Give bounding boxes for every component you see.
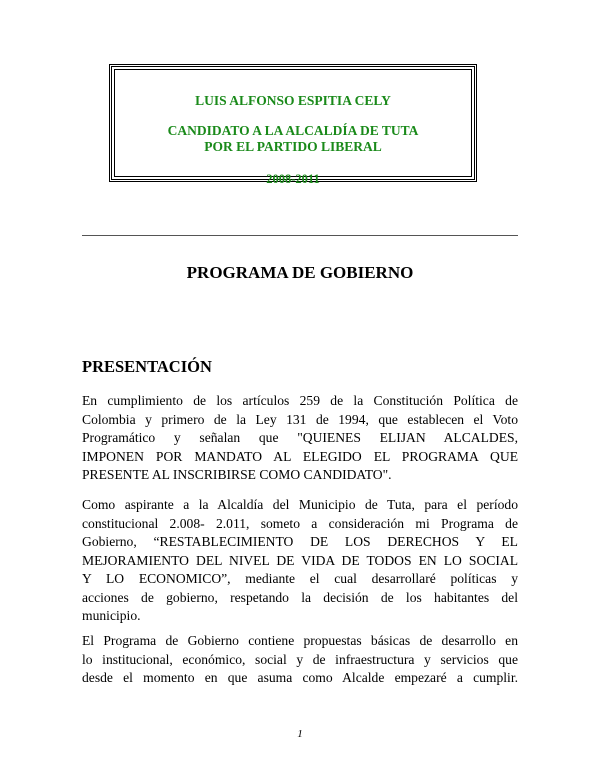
section-heading: PRESENTACIÓN [82, 357, 212, 376]
paragraph-line: Gobierno, “RESTABLECIMIENTO DE LOS DERECHOS Y EL [82, 534, 518, 549]
paragraph-3 [82, 632, 518, 688]
paragraph-line: El Programa de Gobierno contiene propuestas básicas de desarrollo en [82, 633, 518, 648]
paragraph-line: En cumplimiento de los artículos 259 de la Constitución Política de [82, 393, 518, 408]
candidate-name: LUIS ALFONSO ESPITIA CELY [195, 93, 391, 108]
paragraph-2 [82, 496, 518, 626]
paragraph-line: IMPONEN POR MANDATO AL ELEGIDO EL PROGRAMA QUE [82, 448, 518, 464]
paragraph-line: constitucional 2.008- 2.011, someto a consideración mi Programa de [82, 515, 518, 531]
paragraph-line: MEJORAMIENTO DEL NIVEL DE VIDA DE TODOS EN LO SOCIAL [82, 552, 518, 568]
paragraph-line: lo institucional, económico, social y de infraestructura y servicios que [82, 651, 518, 667]
paragraph-line: PRESENTE AL INSCRIBIRSE COMO CANDIDATO". [82, 467, 392, 482]
horizontal-divider [82, 235, 518, 236]
paragraph-line: Como aspirante a la Alcaldía del Municipio de Tuta, para el período [82, 497, 518, 512]
document-title: PROGRAMA DE GOBIERNO [186, 263, 414, 282]
paragraph-line: Colombia y primero de la Ley 131 de 1994, que establecen el Voto [82, 411, 518, 427]
paragraph-line: Programático y señalan que "QUIENES ELIJAN ALCALDES, [82, 430, 518, 445]
paragraph-1 [82, 392, 518, 485]
paragraph-line: municipio. [82, 608, 141, 623]
candidacy-line-1: CANDIDATO A LA ALCALDÍA DE TUTA [167, 123, 419, 138]
paragraph-line: Y LO ECONOMICO”, mediante el cual desarrollaré políticas y [82, 571, 518, 586]
paragraph-line: desde el momento en que asuma como Alcalde empezaré a cumplir. [82, 670, 518, 685]
candidate-header-box [109, 64, 477, 186]
term-years: 2008-2011 [266, 172, 320, 186]
candidacy-line-2: POR EL PARTIDO LIBERAL [204, 139, 382, 154]
page-number: 1 [297, 728, 303, 740]
paragraph-line: acciones de gobierno, respetando la decisión de los habitantes del [82, 589, 518, 605]
